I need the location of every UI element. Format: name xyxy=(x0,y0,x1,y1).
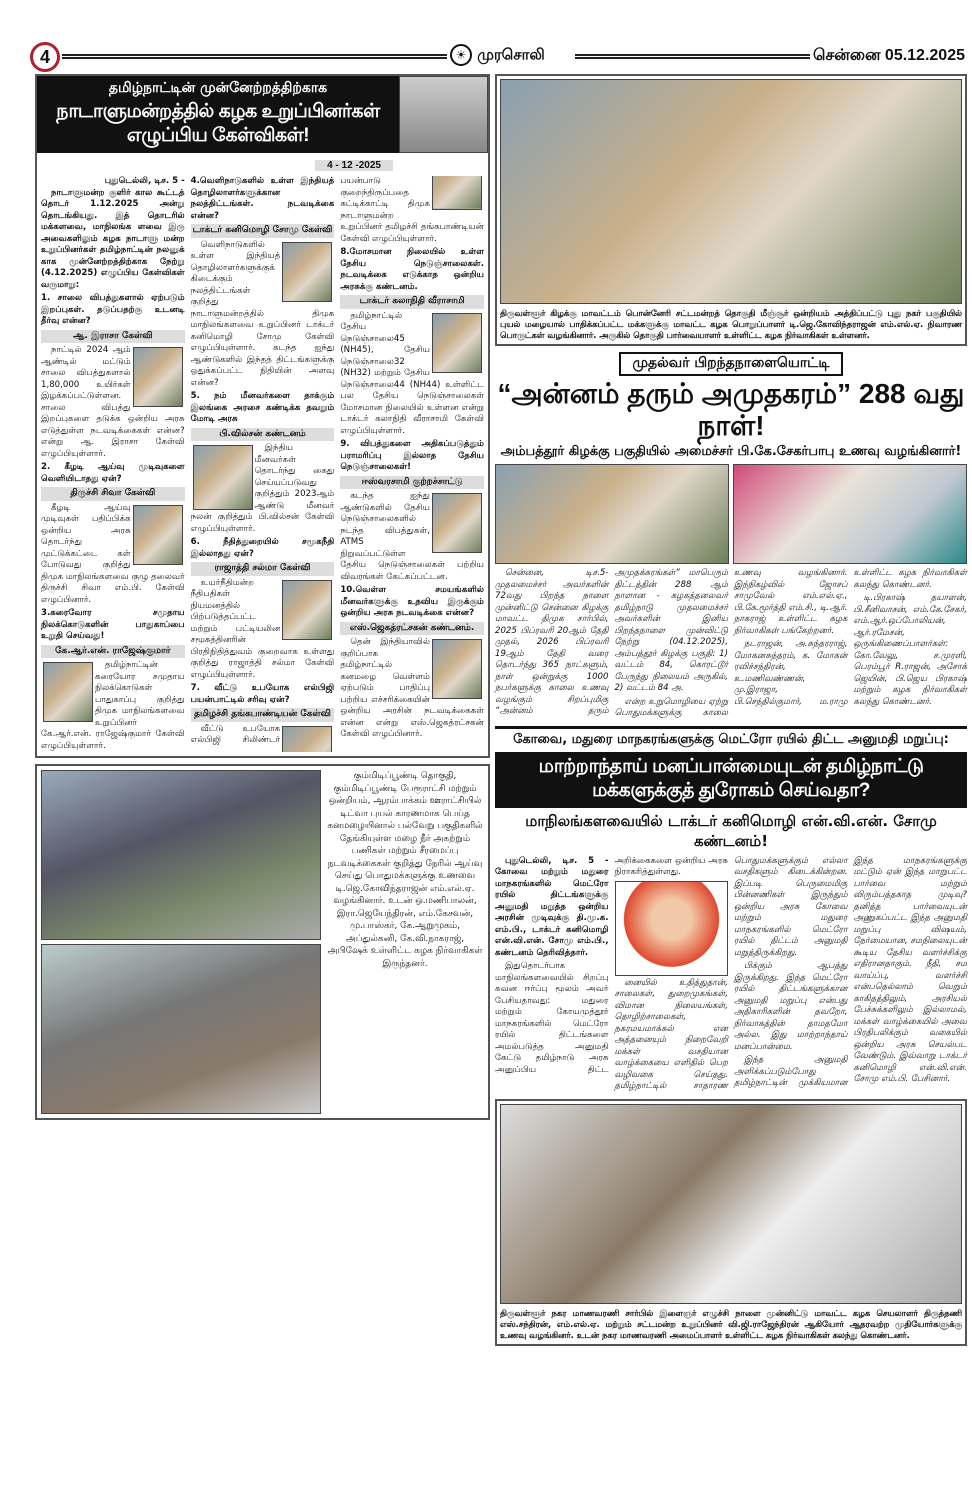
kicker: கோவை, மதுரை மாநகரங்களுக்கு மெட்ரோ ரயில் திட்ட அனுமதி மறுப்பு: xyxy=(495,726,967,748)
article-body: டி.பிரகாஷ் தயாளன், பி.சீனிவாசன், எம்.கே.சேகர், எம்.ஆர்.ஒப்போலியன், ஆர்.ரமேசன், ஒருங்கிணைப்பாளர்கள்: கோ.வேலு, ச.முரளி, பெரம்பூர் R.ராஜன், அசோக் ஜெயின், பி.ஜெய பிரகாஷ் மற்றும் கழக நிர்வாகிகள் கலந்து கொண்டனர். xyxy=(853,593,967,707)
divider xyxy=(62,54,447,59)
annam-article xyxy=(495,352,967,720)
question-title: 8.மோசமான நிலையில் உள்ள தேசிய நெடுஞ்சாலைகள். நடவடிக்கை எடுக்காத ஒன்றிய அரசுக்கு கண்டனம். xyxy=(340,247,484,292)
photo-caption: திருவள்ளூர் நகர மாணவரணி சார்பில் இளைஞர் எழுச்சி நாளை முன்னிட்டு மாவட்ட கழக செயலாளர் திருத்தணி எஸ்.சந்திரன், எம்.எல்.ஏ. மற்றும் சட்டமன்ற உறுப்பினர் வி.ஜி.ராஜேந்திரன் ஆகியோர் ஆதரவற்ற முதியோர்களுக்கு உணவு வழங்கினர். உடன் நகர மாணவரணி அமைப்பாளர் உள்ளிட்ட கழக நிர்வாகிகள் கலந்து கொண்டனர். xyxy=(500,1307,962,1340)
metro-body-columns xyxy=(495,856,967,1093)
metro-article xyxy=(495,726,967,1093)
masthead xyxy=(30,42,965,72)
mp-photo xyxy=(43,662,93,722)
asked-by: திருச்சி சிவா கேள்வி xyxy=(41,487,185,501)
article-banner xyxy=(37,76,399,153)
headline: மாற்றாந்தாய் மனப்பான்மையுடன் தமிழ்நாட்டு மக்களுக்குத் துரோகம் செய்வதா? xyxy=(495,752,967,808)
paper-logo xyxy=(450,44,545,66)
kicker: தமிழ்நாட்டின் முன்னேற்றத்திற்காக xyxy=(108,80,328,96)
parliament-article xyxy=(35,74,490,758)
divider xyxy=(575,54,810,59)
subhead: அம்பத்தூர் கிழக்கு பகுதியில் அமைச்சர் பி.கே.சேகர்பாபு உணவு வழங்கினார்! xyxy=(500,444,962,460)
rain-inspection-photo xyxy=(41,944,321,1114)
dateline: புதுடெல்லி, டிச. 5 - xyxy=(104,176,185,186)
rain-inspection-story xyxy=(35,764,490,1120)
asked-by: ஆ. இராசா கேள்வி xyxy=(41,330,185,344)
column-4: இந்த அனுமதி அளிக்கப்படும்போது தமிழ்நாட்டின் முக்கியமான இந்த மாநகரங்களுக்கு மட்டும் ஏன் இந்த மாறுபட்ட பார்வை மற்றும் விரும்பத்தகாத முடிவு? தனித்த பார்வையுடன் அணுகப்பட்ட இந்த அனுமதி மறுப்பு விஷயம், நேர்மையான, சமநிலையுடன் கூடிய தேசிய வளர்ச்சிக்கு எதிரானதாகும். நீதி, சம வாய்ப்பு, வளர்ச்சி என்பதெல்லாம் வெறும் காகிதத்திலும், அரசியல் பேச்சுக்களிலும் இல்லாமல், மக்கள் வாழ்க்கையில் அவை பிரதிபலிக்கும் வகையில் ஒன்றிய அரசு செயல்பட வேண்டும். இவ்வாறு டாக்டர் கனிமொழி என்.வி.என். சோமு எம்.பி. பேசினார். xyxy=(734,855,967,1089)
asked-by: பி.வில்சன் கண்டனம் xyxy=(191,428,335,442)
question-title: 5. நம் மீனவர்களை தாக்கும் இலங்கை அரசை கண்டிக்க தவறும் மோடி அரசு xyxy=(190,391,335,424)
sun-rising-icon: ☀ xyxy=(450,44,472,66)
paragraph: தமிழ்நாட்டில் தேசிய நெடுஞ்சாலை45 (NH45), தேசிய நெடுஞ்சாலை32 (NH32) மற்றும் தேசிய நெடுஞ்சாலை44 (NH44) உள்ளிட்ட பல தேசிய நெடுஞ்சாலைகள் மோசமான நிலையில் உள்ளன என்று டாக்டர் கலாநிதி வீராசாமி கேள்வி எழுப்பியுள்ளார். xyxy=(340,310,484,436)
asked-by: டாக்டர் கனிமொழி சோமு கேள்வி xyxy=(191,224,335,238)
asked-by: கே.ஆர்.என். ராஜேஷ்குமார் xyxy=(41,645,185,659)
headline: “அன்னம் தரும் அமுதகரம்” 288 வது நாள்! xyxy=(497,378,965,442)
food-serving-photo xyxy=(500,1104,962,1304)
article-body: என்ற உறுமொழியை ஏற்று பொதுமக்களுக்கு காலை உணவு வழங்கினார். இந்நிகழ்வில் ஜோசப் சாமுவேல் எம்.எல்.ஏ., பி.கே.மூர்த்தி எம்.சி., டி.ஆர். நாகராஜ் உள்ளிட்ட கழக நிர்வாகிகள் பங்கேற்றனர். xyxy=(614,568,848,719)
question-title: 3.கரைவோர சமுதாய நிலக்கொடுகளின் பாதுகாப்பை உறுதி செய்வது! xyxy=(41,608,185,641)
question-columns xyxy=(37,172,488,756)
rain-inspection-photo xyxy=(41,770,321,940)
column-3: பிக்கும் ஆபத்து இருக்கிறது. இந்த மெட்ரோ ரயில் திட்டங்களுக்கான அனுமதி மறுப்பு என்பது அதிகாரிகளின் தவறோ, நிர்வாகத்தின் தாமதமோ அல்ல. இது மாற்றாந்தாய் மனப்பான்மை. xyxy=(734,961,848,1052)
asked-by: ராஜாத்தி சல்மா கேள்வி xyxy=(191,562,335,576)
kanimozhi-somu-photo xyxy=(615,881,729,976)
food-distribution-photo xyxy=(495,464,729,564)
paragraph: கீழடி ஆய்வு முடிவுகள் பதிப்பிக்க ஒன்றிய அரசு தொடர்ந்து முட்டுக்கட்டை கள் போடுவது குறித்து திமுக மாநிலங்களவை குழு தலைவர் திருச்சி சிவா எம்.பி. கேள்வி எழுப்பினார். xyxy=(41,502,185,605)
paragraph: உயர்நீதிமன்ற நீதிபதிகள் நியமனத்தில் பிற்படுத்தப்பட்ட மற்றும் பட்டியலின சமூகத்தினரின் பிரதிநிதித்துவம் குறைவாக உள்ளது குறித்து ராஜாத்தி சல்மா கேள்வி எழுப்பியுள்ளார். xyxy=(190,577,335,680)
asked-by: தமிழச்சி தங்கபாண்டியன் கேள்வி xyxy=(191,708,335,722)
headline: நாடாளுமன்றத்தில் கழக உறுப்பினர்கள் எழுப்பிய கேள்விகள்! xyxy=(56,101,380,146)
page-number: 4 xyxy=(30,42,60,72)
mp-photo xyxy=(282,580,332,640)
intro: நாடாளுமன்ற குளிர் கால கூட்டத் தொடர் 1.12.2025 அன்று தொடங்கியது. இத் தொடரில் மக்களவை, மாநிலங்க ளவை இரு அவைகளிலும் கழக நாடாளு மன்ற உறுப்பினர்கள் தமிழ்நாட்டின் நலனுக் காக முன்னேற்றத்திற்காக நேற்று (4.12.2025) எழுப்பிய கேள்விகள் வருமாறு: xyxy=(41,187,185,290)
kicker: முதல்வர் பிறந்தநாளையொட்டி xyxy=(619,352,844,376)
question-title: 10.வெள்ள சமயங்களில் மீனவர்களுக்கு உதவிய இருக்கும் ஒன்றிய அரசு நடவடிக்கை என்ன? xyxy=(340,585,484,618)
parliament-photo xyxy=(399,76,488,153)
food-distribution-photo xyxy=(733,464,967,564)
subhead: மாநிலங்களவையில் டாக்டர் கனிமொழி என்.வி.என். சோமு கண்டனம்! xyxy=(525,811,937,850)
paragraph: இந்திய மீனவர்கள் தொடர்ந்து கைது செய்யப்படுவது குறித்தும் 2023ஆம் ஆண்டு மீனவர் நலன் குறித்தும் பி.வில்சன் கேள்வி எழுப்பியுள்ளார். xyxy=(190,443,335,534)
question-title: 4.வெளிநாடுகளில் உள்ள இந்தியத் தொழிலாளர்களுக்கான நலத்திட்டங்கள். நடவடிக்கை என்ன? xyxy=(190,176,335,221)
photo-caption: திருவள்ளூர் கிழக்கு மாவட்டம் பொன்னேரி சட்டமன்றத் தொகுதி மீஞ்சூர் ஒன்றியம் அத்திப்பட்டு புது நகர் பகுதியில் புயல் மழையால் பாதிக்கப்பட்ட மக்களுக்கு மாவட்ட கழக பொறுப்பாளர் டி.ஜெ.கோவிந்தராஜன் எம்.எல்.ஏ. நிவாரண பொருட்கள் வழங்கினார். அருகில் தொகுதி பார்வையாளர் உள்ளிட்ட கழக நிர்வாகிகள் உள்ளனர். xyxy=(500,308,962,340)
article-body-columns xyxy=(495,568,967,720)
mp-photo xyxy=(432,639,482,699)
question-title: 9. விபத்துகளை அதிகப்படுத்தும் பராமரிப்பு இல்லாத தேசிய நெடுஞ்சாலைகள்! xyxy=(340,439,484,472)
paragraph: வீட்டு உபயோக எல்பிஜி சிலிண்டர் பயன்பாடு குறைந்திருப்பதை சுட்டிக்காட்டி திமுக நாடாளுமன்ற உறுப்பினர் தமிழச்சி தங்கபாண்டியன் கேள்வி எழுப்பியுள்ளார். xyxy=(190,176,484,745)
paragraph: கடந்த ஐந்து ஆண்டுகளில் தேசிய நெடுஞ்சாலைகளில் நடந்த விபத்துகள், ATMS நிறுவப்பட்டுள்ள தேசிய நெடுஞ்சாலைகள் பற்றிய விவரங்கள் கேட்கப்பட்டன. xyxy=(340,491,484,582)
mp-photo xyxy=(282,242,332,302)
question-title: 1. சாலை விபத்துகளால் ஏற்படும் இறப்புகள். தடுப்பதற்கு உடனடி தீர்வு என்ன? xyxy=(41,293,185,326)
mp-photo xyxy=(193,445,253,510)
article-body: கும்மிடிப்பூண்டி தொகுதி, கும்மிடிப்பூண்டி பேரூராட்சி மற்றும் ஒன்றியம், ஆரம்பாக்கம் ஊராட்சியில் டிட்வா புயல் காரணமாக பெய்த கனமழையினால் பல்வேறு பகுதிகளில் தேங்கியுள்ள மழை நீர் அகற்றும் பணிகள் மற்றும் சீரமைப்பு நடவடிக்கைகள் குறித்து நேரில் ஆய்வு செய்து பொதுமக்களுக்கு உணவை டி.ஜெ.கோவிந்தராஜன் எம்.எல்.ஏ. வழங்கினார். உடன் ஒ.மணிபாலன், இரா.ஜெயேந்திரன், எம்.கேசவன், மு.பாஸ்கர், கே.ஆறுமுகம், அப்துல்கனி, கே.வி.நாகராஜ், அபிஷேக் உள்ளிட்ட கழக நிர்வாகிகள் இருந்தனர். xyxy=(327,771,483,969)
column-2: னையில் உதித்துதான், சாலைகள், துறைமுகங்கள், விமான நிலையங்கள், தொழிற்சாலைகள், நகரமயமாக்கல் என அத்தனையும் நிறைவேறி மக்கள் வசதியான வாழ்க்கையை எளிதில் பெற வழிவகை செய்தது. தமிழ்நாட்டில் சாதாரண பொதுமக்களுக்கும் எல்லா வசதிகளும் கிடைக்கின்றன. இப்படி பெருமைமிகு பின்னணிகள் இருந்தும் ஒன்றிய அரசு கோவை மற்றும் மதுரை மாநகரங்களில் மெட்ரோ ரயில் திட்டம் அனுமதி மறுத்திருக்கிறது. xyxy=(614,855,848,1092)
asked-by: எஸ்.ஜெகத்ரட்சகன் கண்டனம். xyxy=(340,622,484,636)
paper-name: முரசொலி xyxy=(477,45,545,64)
paragraph: வெளிநாடுகளில் உள்ள இந்தியத் தொழிலாளர்களுக்குக் கிடைக்கும் நலத்திட்டங்கள் குறித்து நாடாளுமன்றத்தில் திமுக மாநிலங்களவை உறுப்பினர் டாக்டர் கனிமொழி சோமு கேள்வி எழுப்பியுள்ளார். கடந்த ஐந்து ஆண்டுகளில் இந்தத் திட்டங்களுக்கு ஒதுக்கப்பட்ட நிதியின் அளவு என்ன? xyxy=(190,239,335,388)
relief-photo-story xyxy=(495,74,967,346)
question-title: 6. நீதித்துறையில் சமூகநீதி இல்லாதது ஏன்? xyxy=(190,537,335,559)
paragraph: நாட்டில் 2024 ஆம் ஆண்டில் மட்டும் சாலை விபத்துகளால் 1,80,000 உயிர்கள் இழக்கப்பட்டுள்ளன. சாலை விபத்து இறப்புகளை தடுக்க ஒன்றிய அரசு எடுத்துள்ள நடவடிக்கைகள் என்ன? என்று ஆ. இராசா கேள்வி எழுப்பியுள்ளார். xyxy=(41,345,185,459)
relief-photo xyxy=(500,79,962,304)
paragraph: தமிழ்நாட்டின் கரையோர சமுதாய நிலக்கொடுகள் பாதுகாப்பு குறித்து திமுக மாநிலங்களவை உறுப்பினர் கே.ஆர்.என். ராஜேஷ்குமார் கேள்வி எழுப்பியுள்ளார். xyxy=(41,660,185,751)
article-body: நடராஜன், அ.சுந்தரராஜ், மோகனசுந்தரம், க. மோகன் ரவிச்சந்திரன், உ.மணிவண்ணன், மு.இராஜா, பி.செந்தில்குமார், ம.ராமு உள்ளிட்ட கழக நிர்வாகிகள் கலந்து கொண்டனர். xyxy=(734,568,967,707)
question-title: 7. வீட்டு உபயோக எல்பிஜி பயன்பாட்டில் சரிவு ஏன்? xyxy=(190,683,335,705)
paragraph: இதுதொடர்பாக மாநிலங்களவையில் சிறப்பு கவன ஈர்ப்பு மூலம் அவர் பேசியதாவது: மதுரை மற்றும் கோயமுத்தூர் மாநகரங்களில் மெட்ரோ ரயில் திட்டங்களை அமல்படுத்த அனுமதி கேட்டு தமிழ்நாடு அரசு அனுப்பிய திட்ட அறிக்கைகளை ஒன்றிய அரசு நிராகரித்துள்ளது. xyxy=(495,855,728,1075)
youth-day-story xyxy=(495,1099,967,1346)
asked-by: டாக்டர் கலாநிதி வீராசாமி xyxy=(340,295,484,309)
mp-photo xyxy=(133,347,183,407)
mp-photo xyxy=(432,313,482,373)
date-strip: 4 - 12 -2025 xyxy=(315,160,393,171)
article-body: சென்னை, டிச.5- முதலமைச்சர் அவர்களின் 72வது பிறந்த நாளை முன்னிட்டு சென்னை கிழக்கு மாவட்ட திமுக சார்பில், 2025 பிப்ரவரி 20ஆம் தேதி முதல், 2026 பிப்ரவரி 19ஆம் தேதி வரை தொடர்ந்து 365 நாட்களும், நாள் ஒன்றுக்கு 1000 நபர்களுக்கு காலை உணவு வழங்கும் சிறப்புமிகு “அன்னம் தரும் அமுதக்கரங்கள்” மாபெரும் திட்டத்தின் 288 ஆம் நாளான - கழகத்தலைவர் தமிழ்நாடு முதலமைச்சர் அவர்களின் இனிய பிறந்தநாளை முன்விட்டு நேற்று (04.12.2025), அம்பத்தூர் கிழக்கு பகுதி: 1) வட்டம் 84, கொரட்டூர் பேருந்து நிலையம் அருகில், 2) வட்டம் 84 அ. xyxy=(495,568,728,717)
mp-photo xyxy=(432,493,482,553)
mp-photo xyxy=(133,505,183,565)
question-title: 2. கீழடி ஆய்வு முடிவுகளை வெளியிடாதது ஏன்? xyxy=(41,462,185,484)
paragraph: தென் இந்தியாவில் குறிப்பாக தமிழ்நாட்டில் கனமழை வெள்ளம் ஏற்படும் பாதிப்பு பற்றிய எச்சரிக்கையின் ஒன்றிய அரசின் நடவடிக்கைகள் என்ன என்று எஸ்.ஜெகத்ரட்சகன் கேள்வி எழுப்பினார். xyxy=(340,637,484,739)
lead: புதுடெல்லி, டிச. 5 - கோவை மற்றும் மதுரை மாநகரங்களில் மெட்ரோ ரயில் திட்டங்களுக்கு அனுமதி மறுத்த ஒன்றிய அரசின் முடிவுக்கு தி.மு.க. எம்.பி., டாக்டர் கனிமொழி என்.வி.என். சோமு எம்.பி., கண்டனம் தெரிவித்தார். xyxy=(495,855,609,958)
issue-date: சென்னை 05.12.2025 xyxy=(812,47,965,64)
asked-by: ஈஸ்வரசாமி குற்றச்சாட்டு xyxy=(340,476,484,490)
